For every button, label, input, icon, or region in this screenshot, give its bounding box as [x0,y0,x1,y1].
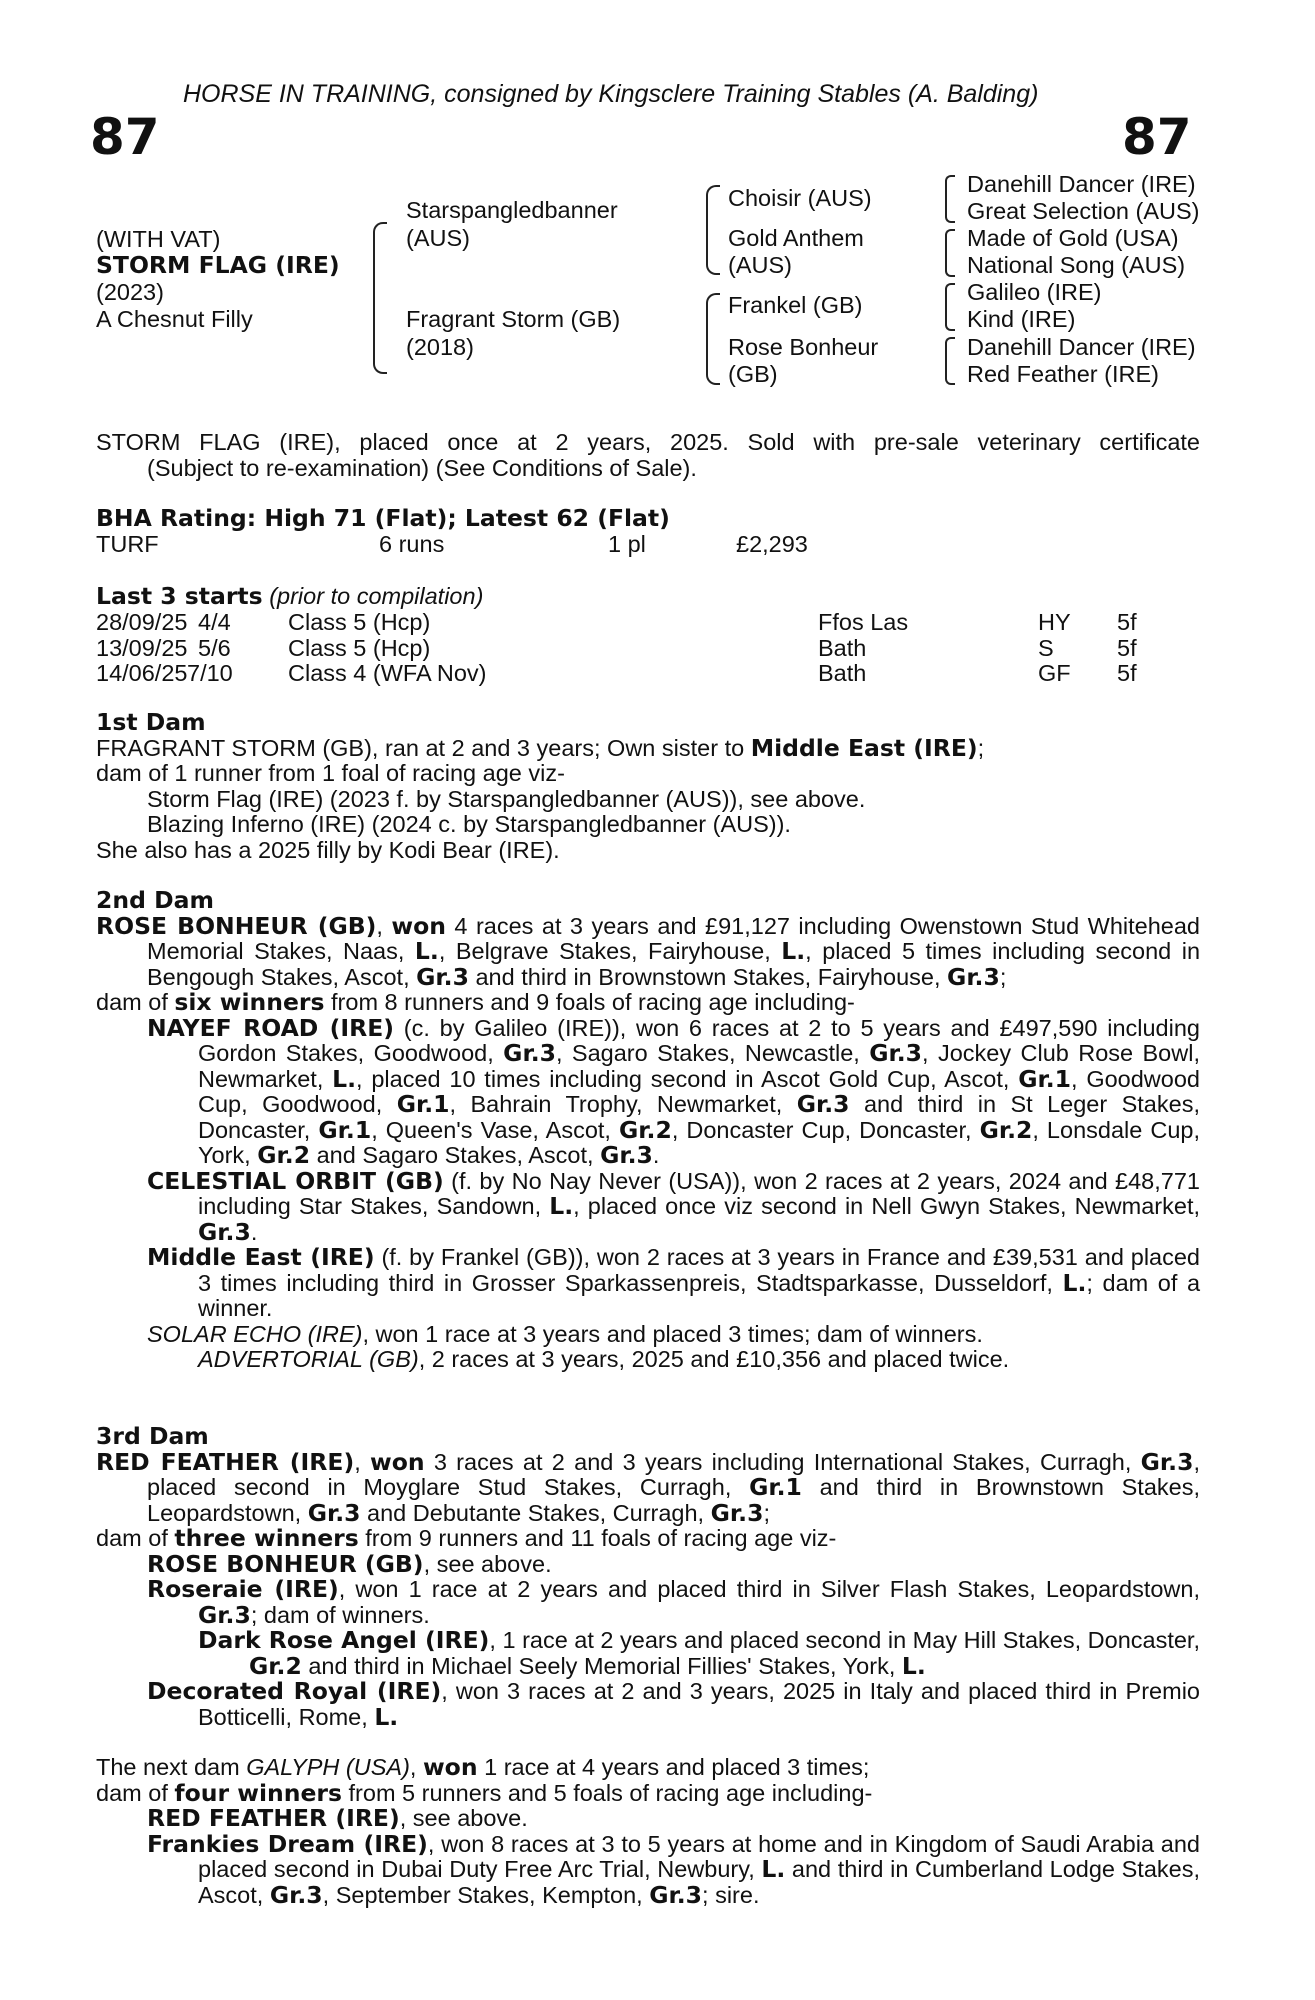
brace [945,283,955,331]
dam-name: ROSE BONHEUR (GB) [96,911,377,940]
text: , [409,1754,423,1780]
grade: Gr.3 [1140,1447,1194,1476]
start-date: 28/09/25 [96,609,188,635]
text: ; sire. [702,1881,760,1908]
horse-name: SOLAR ECHO (IRE) [147,1320,363,1347]
dam-dam-country: (GB) [728,361,778,387]
decorated-royal-entry [96,1679,1200,1730]
first-dam-line-3: Storm Flag (IRE) (2023 f. by Starspangledbanner (AUS)), see above. [147,785,866,812]
vat-note: (WITH VAT) [96,226,221,252]
dam-name: Fragrant Storm (GB) [406,306,621,332]
grade: Gr.3 [649,1880,703,1909]
start-pos: 4/4 [198,609,231,635]
horse-name: RED FEATHER (IRE) [147,1804,400,1832]
starts-note: (prior to compilation) [269,583,484,609]
start-dist: 5f [1117,634,1137,661]
brace [706,293,720,385]
first-dam-section [96,710,1200,863]
sire-name: Starspangledbanner [406,197,618,223]
third-dam-produce-line [96,1526,1200,1552]
dam-sire-sire: Galileo (IRE) [967,279,1102,305]
horse-name: STORM FLAG (IRE) [96,251,340,279]
text: , Belgrave Stakes, Fairyhouse, [438,938,782,964]
text: , won 1 race at 2 years and placed third in Silver Flash Stakes, Leopardstown, [338,1576,1201,1602]
frankies-dream-entry [96,1829,1200,1909]
text: 1 race at 4 years and placed 3 times; [477,1754,870,1780]
text: and Sagaro Stakes, Ascot, [310,1142,601,1168]
grade: Gr.3 [198,1600,251,1629]
text: and third in Brownstown Stakes, Leopardstown, [147,1474,1200,1526]
red-feather-paragraph: RED FEATHER (IRE), won 3 races at 2 and 3 years including International Stakes, Curragh, Gr.3, placed second in Moyglare Stud Stakes, Curragh, Gr.1 and third in Brownstown Stakes, Leopardstown, Gr.3 and Debutante Stakes, Curragh, Gr.3; [96,1447,1200,1527]
won: won [391,911,446,940]
horse-name: Decorated Royal (IRE) [147,1677,442,1705]
rating-placed: 1 pl [608,531,646,557]
nayef-road-entry [96,1013,1200,1169]
text: and third in Cumberland Lodge Stakes, Ascot, [198,1856,1200,1908]
brace [706,185,720,275]
second-dam-heading: 2nd Dam [96,886,214,914]
listed: L. [901,1651,926,1680]
text: ; [763,1499,770,1526]
listed: L. [549,1192,574,1220]
listed: L. [781,937,806,965]
won: won [422,1753,478,1781]
sire-sire-dam: Great Selection (AUS) [967,198,1200,224]
text: , placed 5 times including second in Bengough Stakes, Ascot, [147,938,1201,990]
sire-country: (AUS) [406,225,470,251]
text: 3 races at 2 and 3 years including International Stakes, Curragh, [424,1448,1141,1475]
dam-dam-dam: Red Feather (IRE) [967,361,1159,387]
text: (c. by Galileo (IRE)), won 6 races at 2 to 5 years and £497,590 including Gordon Stakes, Goodwood, [198,1014,1200,1066]
grade: Gr.2 [979,1115,1033,1144]
sire-dam-dam: National Song (AUS) [967,252,1186,278]
horse-name: Middle East (IRE) [147,1243,375,1271]
grade: Gr.2 [257,1141,311,1169]
brace [945,175,955,223]
start-row [0,661,1315,686]
grade: Gr.2 [619,1115,672,1144]
text: , Doncaster Cup, Doncaster, [671,1116,980,1143]
listed: L. [332,1064,357,1093]
start-course: Ffos Las [818,609,909,635]
grade: Gr.3 [947,962,1000,991]
dam-dam-sire: Danehill Dancer (IRE) [967,334,1196,360]
advertorial-entry [96,1347,1200,1373]
text: , won 3 races at 2 and 3 years, 2025 in Italy and placed third in Premio Botticelli, Rome, [198,1678,1200,1730]
middle-east-entry [96,1245,1200,1322]
listed: L. [374,1702,399,1731]
horse-year: (2023) [96,279,164,305]
text: . [652,1142,660,1168]
lot-number-right: 87 [1122,108,1192,166]
start-course: Bath [818,660,867,686]
sire-dam-sire: Made of Gold (USA) [967,225,1179,251]
won: won [369,1447,425,1476]
text: from 8 runners and 9 foals of racing age including- [324,989,855,1015]
start-going: GF [1038,660,1071,686]
first-dam-line-1 [96,733,1200,762]
text: ; dam of a winner. [198,1269,1201,1321]
rose-bonheur-paragraph: ROSE BONHEUR (GB), won 4 races at 3 years and £91,127 including Owenstown Stud Whitehead Memorial Stakes, Naas, L., Belgrave Stakes, Fairyhouse, L., placed 5 times including second in Bengough Stakes, Ascot, Gr.3 and third in Brownstown Stakes, Fairyhouse, Gr.3; [96,911,1201,991]
text: ; [999,963,1007,990]
horse-name: ROSE BONHEUR (GB) [147,1549,424,1578]
grade: Gr.1 [749,1473,802,1501]
sire-dam-country: (AUS) [728,252,792,278]
text: and Debutante Stakes, Curragh, [360,1499,711,1526]
start-pos: 7/10 [187,660,233,686]
text: , Sagaro Stakes, Newcastle, [555,1040,870,1066]
starts-title: Last 3 starts [96,582,263,610]
solar-echo-entry [96,1322,1200,1348]
grade: Gr.1 [396,1090,450,1118]
text: from 5 runners and 5 foals of racing age including- [342,1779,873,1806]
grade: Gr.1 [318,1115,372,1144]
start-race: Class 5 (Hcp) [288,609,431,635]
listed: L. [1062,1268,1087,1297]
horse-name: ADVERTORIAL (GB) [198,1346,419,1372]
horse-name: Frankies Dream (IRE) [147,1829,428,1858]
start-going: S [1038,634,1054,661]
dam-name: RED FEATHER (IRE) [96,1447,355,1476]
start-race: Class 4 (WFA Nov) [288,660,487,686]
winners-count: three winners [174,1524,359,1552]
red-feather-entry [96,1806,1200,1832]
horse-name: Roseraie (IRE) [147,1575,339,1603]
text: ; dam of winners. [250,1601,430,1628]
text: ; [977,734,985,761]
third-dam-heading: 3rd Dam [96,1422,209,1450]
text: (f. by Frankel (GB)), won 2 races at 3 years in France and £39,531 and placed 3 times including third in Grosser Sparkassenpreis, Stadtsparkasse, Dusseldorf, [198,1244,1200,1296]
grade: Gr.3 [198,1217,251,1246]
text: , 2 races at 3 years, 2025 and £10,356 and placed twice. [418,1346,1010,1372]
text: FRAGRANT STORM (GB), ran at 2 and 3 years; Own sister to [96,734,751,761]
text: (f. by No Nay Never (USA)), won 2 races at 2 years, 2024 and £48,771 including Star Stakes, Sandown, [198,1167,1200,1219]
grade: Gr.3 [416,962,469,991]
third-dam-section [96,1424,1200,1730]
text: , September Stakes, Kempton, [322,1881,650,1908]
horse-name: CELESTIAL ORBIT (GB) [147,1166,444,1195]
rating-runs: 6 runs [379,531,445,557]
start-dist: 5f [1117,660,1137,686]
intro-paragraph [96,430,1200,481]
bha-rating: BHA Rating: High 71 (Flat); Latest 62 (Flat) [96,504,670,532]
sire-sire: Choisir (AUS) [728,185,872,211]
start-dist: 5f [1117,609,1137,635]
grade: Gr.2 [249,1651,302,1680]
rating-prize: £2,293 [736,531,808,557]
lot-number-left: 87 [90,108,160,166]
horse-name: NAYEF ROAD (IRE) [147,1013,395,1042]
next-dam-section [96,1755,1200,1908]
grade: Gr.3 [600,1141,653,1169]
text: , Bahrain Trophy, Newmarket, [449,1091,797,1117]
grade: Gr.3 [869,1039,923,1067]
intro-line-2: (Subject to re-examination) (See Conditions of Sale). [147,454,697,481]
text: , see above. [399,1805,528,1831]
celestial-orbit-entry [96,1166,1201,1246]
grade: Gr.3 [503,1039,556,1067]
text: 4 races at 3 years and £91,127 including Owenstown Stud Whitehead Memorial Stakes, Naas, [147,912,1200,964]
start-race: Class 5 (Hcp) [288,634,431,661]
brace [945,229,955,277]
start-date: 13/09/25 [96,634,188,661]
winners-count: six winners [174,988,325,1016]
text: , see above. [423,1550,552,1577]
text: and third in St Leger Stakes, Doncaster, [198,1091,1200,1143]
start-row [0,610,1315,635]
text: dam of [96,1525,175,1551]
roseraie-entry [96,1577,1200,1628]
brace [945,337,955,385]
next-dam-line [96,1755,1200,1781]
text: The next dam [96,1754,247,1780]
text: , won 8 races at 3 to 5 years at home and in Kingdom of Saudi Arabia and placed second in Dubai Duty Free Arc Trial, Newbury, [198,1830,1200,1882]
grade: Gr.1 [1018,1064,1072,1093]
second-dam-produce-line [96,990,1200,1016]
page-header: HORSE IN TRAINING, consigned by Kingsclere Training Stables (A. Balding) [183,80,1039,108]
start-row [0,636,1315,661]
text: , placed once viz second in Nell Gwyn Stakes, Newmarket, [573,1193,1201,1219]
start-course: Bath [818,634,867,661]
starts-heading [96,584,483,610]
first-dam-line-4: Blazing Inferno (IRE) (2024 c. by Starspangledbanner (AUS)). [147,811,791,837]
text: dam of [96,1779,175,1806]
grade: Gr.3 [796,1090,850,1118]
first-dam-line-5: She also has a 2025 filly by Kodi Bear (IRE). [96,836,560,863]
start-date: 14/06/25 [96,660,188,686]
start-pos: 5/6 [198,634,231,661]
sire-dam: Gold Anthem [728,225,864,251]
text: and third in Brownstown Stakes, Fairyhouse, [468,963,948,990]
text: , Lonsdale Cup, York, [198,1116,1200,1168]
grade: Gr.3 [307,1498,361,1527]
dam-dam: Rose Bonheur [728,334,879,360]
dam-sire-dam: Kind (IRE) [967,306,1076,332]
text: and third in Michael Seely Memorial Fillies' Stakes, York, [301,1652,902,1679]
grade: Gr.3 [269,1880,323,1909]
text: , Jockey Club Rose Bowl, Newmarket, [198,1040,1200,1092]
next-dam-produce-line [96,1778,1200,1807]
text: dam of [96,989,175,1015]
intro-line-1: STORM FLAG (IRE), placed once at 2 years, 2025. Sold with pre-sale veterinary certificate [96,429,1200,455]
horse-name: Dark Rose Angel (IRE) [198,1626,490,1654]
grade: Gr.3 [710,1498,764,1527]
dam-sire: Frankel (GB) [728,292,863,318]
horse-description: A Chesnut Filly [96,306,253,332]
text: , won 1 race at 3 years and placed 3 times; dam of winners. [362,1320,983,1347]
brace [373,222,387,374]
text: , 1 race at 2 years and placed second in May Hill Stakes, Doncaster, [489,1627,1200,1653]
second-dam-section [96,888,1200,1373]
dam-name: GALYPH (USA) [246,1754,410,1780]
listed: L. [414,937,439,965]
start-going: HY [1038,609,1071,635]
text: , Queen's Vase, Ascot, [371,1116,619,1143]
text: . [250,1218,258,1245]
sire-sire-sire: Danehill Dancer (IRE) [967,171,1196,197]
text: from 9 runners and 11 foals of racing age viz- [358,1525,837,1551]
sister-name: Middle East (IRE) [750,733,978,762]
listed: L. [761,1855,786,1883]
first-dam-heading: 1st Dam [96,708,206,736]
dark-rose-angel-entry [96,1628,1200,1679]
first-dam-line-2: dam of 1 runner from 1 foal of racing age viz- [96,760,565,786]
dam-year: (2018) [406,334,474,360]
rating-surface: TURF [96,531,159,557]
text: , placed second in Moyglare Stud Stakes, Curragh, [147,1448,1200,1500]
text: , placed 10 times including second in Ascot Gold Cup, Ascot, [356,1065,1019,1092]
text: , Goodwood Cup, Goodwood, [198,1065,1200,1117]
rose-bonheur-entry [96,1549,1200,1578]
winners-count: four winners [174,1778,342,1807]
